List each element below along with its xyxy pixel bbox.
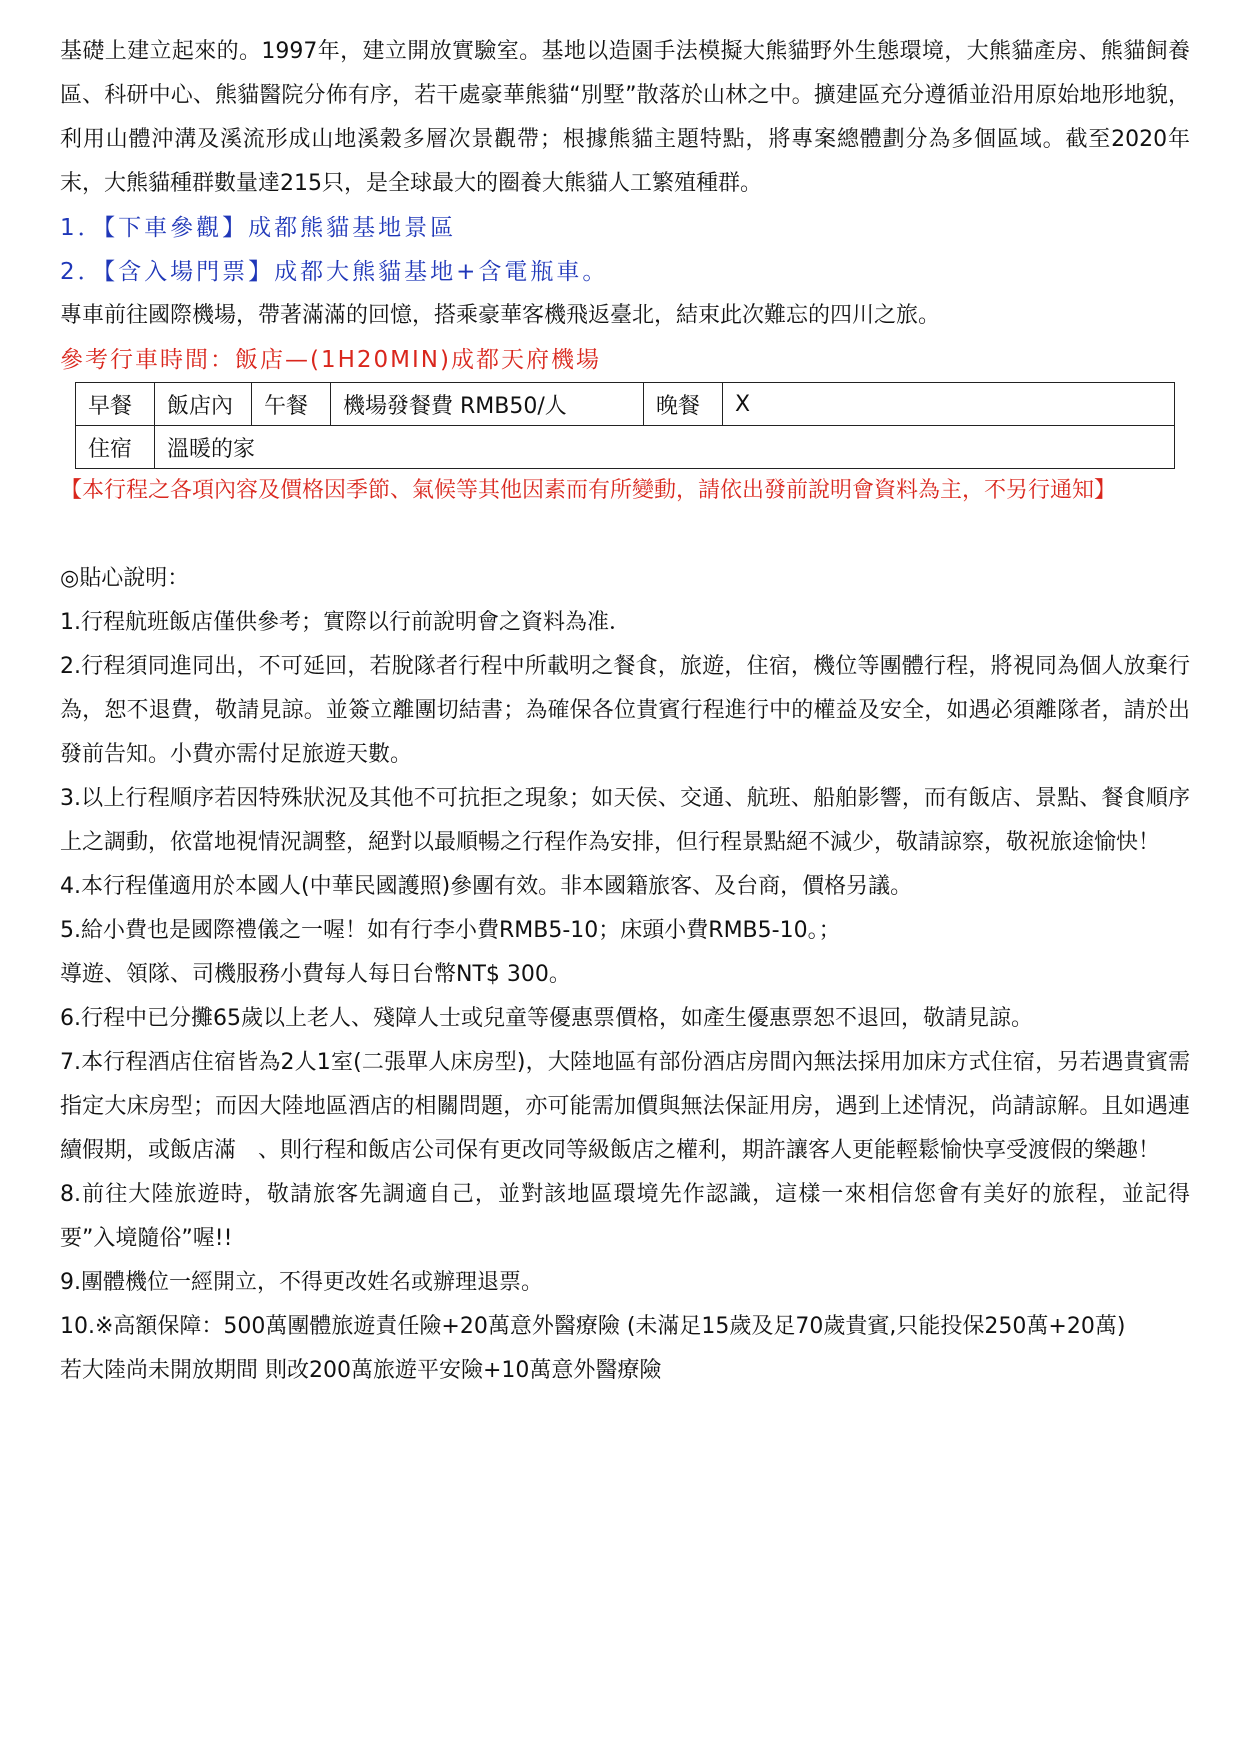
meals-table xyxy=(75,382,1175,469)
tip-item: 6.行程中已分攤65歲以上老人、殘障人士或兒童等優惠票價格，如產生優惠票恕不退回，敬請見諒。 xyxy=(60,1006,1033,1031)
lodging-row xyxy=(76,426,1175,469)
drive-time-heading: 參考行車時間：飯店—(1H20MIN)成都天府機場 xyxy=(60,347,601,373)
tip-item: 7.本行程酒店住宿皆為2人1室(二張單人床房型)，大陸地區有部份酒店房間內無法採用加床方式住宿，另若遇貴賓需指定大床房型；而因大陸地區酒店的相關問題，亦可能需加價與無法保証用房，遇到上述情況，尚請諒解。且如遇連續假期，或飯店滿 、則行程和飯店公司保有更改同等級飯店之權利，期許讓客人更能輕鬆愉快享受渡假的樂趣！ xyxy=(60,1050,1190,1163)
tip-item: 2.行程須同進同出，不可延回，若脫隊者行程中所載明之餐食，旅遊，住宿，機位等團體行程，將視同為個人放棄行為，恕不退費，敬請見諒。並簽立離團切結書；為確保各位貴賓行程進行中的權益及安全，如遇必須離隊者，請於出發前告知。小費亦需付足旅遊天數。 xyxy=(60,654,1190,767)
breakfast-value: 飯店內 xyxy=(155,383,252,426)
lunch-value: 機場發餐費 RMB50/人 xyxy=(331,383,644,426)
meals-row xyxy=(76,383,1175,426)
tips-heading: ◎貼心說明： xyxy=(60,566,190,591)
itinerary-page xyxy=(60,30,1190,1393)
tip-item: 導遊、領隊、司機服務小費每人每日台幣NT$ 300。 xyxy=(60,962,571,987)
sight-item-2: 2．【含入場門票】成都大熊貓基地+含電瓶車。 xyxy=(60,259,609,285)
lodging-value: 溫暖的家 xyxy=(155,426,1175,469)
dinner-label: 晚餐 xyxy=(644,383,723,426)
breakfast-label: 早餐 xyxy=(76,383,155,426)
itinerary-notice: 【本行程之各項內容及價格因季節、氣候等其他因素而有所變動，請依出發前說明會資料為主，不另行通知】 xyxy=(60,478,1117,503)
tip-item: 1.行程航班飯店僅供參考；實際以行前說明會之資料為准． xyxy=(60,610,631,635)
tip-item: 5.給小費也是國際禮儀之一喔！如有行李小費RMB5-10；床頭小費RMB5-10。； xyxy=(60,918,841,943)
tip-item: 9.團體機位一經開立，不得更改姓名或辦理退票。 xyxy=(60,1270,543,1295)
lunch-label: 午餐 xyxy=(252,383,331,426)
tip-item: 3.以上行程順序若因特殊狀況及其他不可抗拒之現象；如天侯、交通、航班、船舶影響，而有飯店、景點、餐食順序上之調動，依當地視情況調整，絕對以最順暢之行程作為安排，但行程景點絕不減少，敬請諒察，敬祝旅途愉快！ xyxy=(60,786,1190,855)
tip-item: 4.本行程僅適用於本國人(中華民國護照)參團有效。非本國籍旅客、及台商，價格另議。 xyxy=(60,874,913,899)
dinner-value: X xyxy=(723,383,1175,426)
tip-item: 8.前往大陸旅遊時，敬請旅客先調適自己，並對該地區環境先作認識，這樣一來相信您會有美好的旅程，並記得要”入境隨俗”喔!! xyxy=(60,1182,1190,1251)
sight-item-1: 1．【下車參觀】成都熊貓基地景區 xyxy=(60,215,457,241)
tip-item: 若大陸尚未開放期間 則改200萬旅遊平安險+10萬意外醫療險 xyxy=(60,1358,662,1383)
lodging-label: 住宿 xyxy=(76,426,155,469)
tip-item: 10.※高額保障：500萬團體旅遊責任險+20萬意外醫療險 (未滿足15歲及足70歲貴賓,只能投保250萬+20萬) xyxy=(60,1314,1126,1339)
section-spacer xyxy=(60,513,1190,557)
intro-paragraph: 基礎上建立起來的。1997年，建立開放實驗室。基地以造園手法模擬大熊貓野外生態環境，大熊貓產房、熊貓飼養區、科研中心、熊貓醫院分佈有序，若干處豪華熊貓“別墅”散落於山林之中。擴建區充分遵循並沿用原始地形地貌，利用山體沖溝及溪流形成山地溪穀多層次景觀帶；根據熊貓主題特點，將專案總體劃分為多個區域。截至2020年末，大熊貓種群數量達215只，是全球最大的圈養大熊貓人工繁殖種群。 xyxy=(60,39,1190,196)
airport-transfer-text: 專車前往國際機場，帶著滿滿的回憶，搭乘豪華客機飛返臺北，結束此次難忘的四川之旅。 xyxy=(60,303,941,328)
